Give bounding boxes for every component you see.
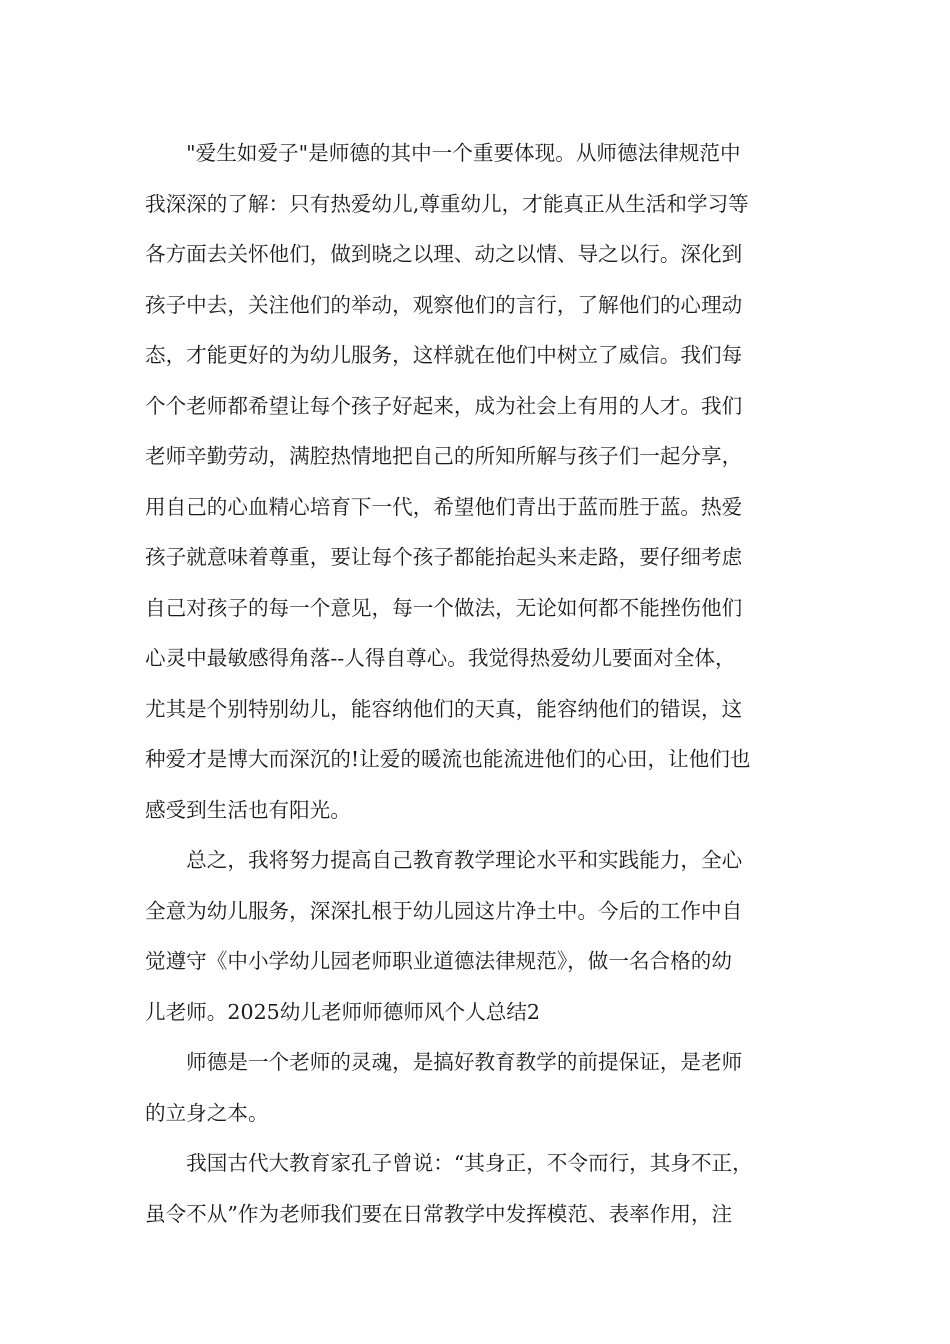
- text-line: 总之，我将努力提高自己教育教学理论水平和实践能力，全心: [145, 848, 743, 872]
- text-line: 全意为幼儿服务，深深扎根于幼儿园这片净土中。今后的工作中自: [145, 898, 743, 923]
- document-body: [145, 128, 835, 1239]
- text-line: 用自己的心血精心培育下一代，希望他们青出于蓝而胜于蓝。热爱: [145, 494, 743, 519]
- text-line: 的立身之本。: [145, 1100, 269, 1125]
- text-line: 孩子中去，关注他们的举动，观察他们的言行，了解他们的心理动: [145, 292, 743, 317]
- text-line: 态，才能更好的为幼儿服务，这样就在他们中树立了威信。我们每: [145, 343, 743, 367]
- text-line: 孩子就意味着尊重，要让每个孩子都能抬起头来走路，要仔细考虑: [145, 545, 743, 569]
- text-line: 儿老师。2025幼儿老师师德师风个人总结2: [145, 999, 541, 1024]
- text-line: 老师辛勤劳动，满腔热情地把自己的所知所解与孩子们一起分享，: [145, 444, 743, 468]
- text-line: 虽令不从”作为老师我们要在日常教学中发挥模范、表率作用，注: [145, 1201, 733, 1226]
- text-line: 感受到生活也有阳光。: [145, 797, 351, 822]
- text-line: 我深深的了解：只有热爱幼儿,尊重幼儿，才能真正从生活和学习等: [145, 191, 749, 216]
- text-line: 师德是一个老师的灵魂，是搞好教育教学的前提保证，是老师: [145, 1050, 743, 1074]
- text-line: 自己对孩子的每一个意见，每一个做法，无论如何都不能挫伤他们: [145, 595, 743, 620]
- text-line: 觉遵守《中小学幼儿园老师职业道德法律规范》，做一名合格的幼: [145, 949, 732, 973]
- text-line: 尤其是个别特别幼儿，能容纳他们的天真，能容纳他们的错误，这: [145, 696, 743, 721]
- text-line: 我国古代大教育家孔子曾说：“其身正，不令而行，其身不正，: [145, 1151, 753, 1175]
- text-line: 各方面去关怀他们，做到晓之以理、动之以情、导之以行。深化到: [145, 242, 743, 266]
- text-line: "爱生如爱子"是师德的其中一个重要体现。从师德法律规范中: [145, 141, 741, 165]
- text-line: 种爱才是博大而深沉的!让爱的暖流也能流进他们的心田，让他们也: [145, 747, 751, 771]
- text-line: 心灵中最敏感得角落--人得自尊心。我觉得热爱幼儿要面对全体，: [145, 646, 736, 670]
- text-line: 个个老师都希望让每个孩子好起来，成为社会上有用的人才。我们: [145, 393, 743, 418]
